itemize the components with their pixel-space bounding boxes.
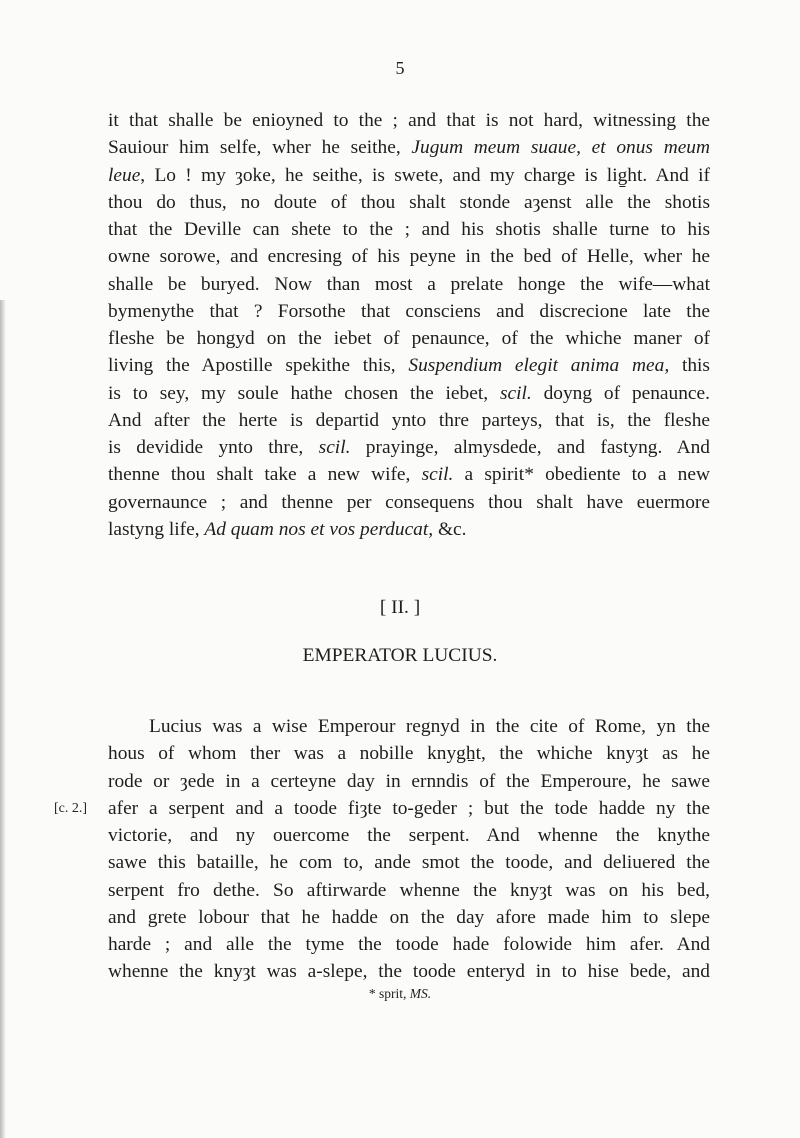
text-line: and grete lobour that he hadde on the day afore made him to slepe (108, 907, 710, 928)
section-number: [ II. ] (379, 597, 421, 618)
text-line: Lucius was a wise Emperour regnyd in the cite of Rome, yn the (149, 716, 710, 737)
text-line: whenne the knyȝt was a-slepe, the toode enteryd in to hise bede, and (108, 961, 710, 982)
text-line: harde ; and alle the tyme the toode hade folowide him afer. And (108, 934, 710, 955)
text-line: sawe this bataille, he com to, ande smot the toode, and deliuered the (108, 852, 710, 873)
text-line: victorie, and ny ouercome the serpent. And whenne the knythe (108, 825, 710, 846)
text-line: fleshe be hongyd on the iebet of penaunce, of the whiche maner of (108, 328, 710, 349)
text-line: shalle be buryed. Now than most a prelate honge the wife—what (108, 274, 710, 295)
text-line: Sauiour him selfe, wher he seithe, Jugum meum suaue, et onus meum (108, 137, 711, 158)
page-number: 5 (395, 58, 405, 78)
text-line: owne sorowe, and encresing of his peyne in the bed of Helle, wher he (108, 246, 710, 267)
text-line: rode or ȝede in a certeyne day in ernndis of the Emperoure, he sawe (108, 771, 710, 792)
text-line: afer a serpent and a toode fiȝte to-geder ; but the tode hadde ny the (108, 798, 710, 819)
footnote: * sprit, MS. (368, 986, 432, 1001)
text-line: hous of whom ther was a nobille knygẖt, the whiche knyȝt as he (108, 743, 710, 764)
text-line: lastyng life, Ad quam nos et vos perducat, &c. (108, 519, 467, 540)
text-line: it that shalle be enioyned to the ; and that is not hard, witnessing the (108, 110, 710, 131)
text-line: thenne thou shalt take a new wife, scil. a spirit* obediente to a new (108, 464, 710, 485)
margin-note: [c. 2.] (54, 801, 88, 816)
text-line: that the Deville can shete to the ; and his shotis shalle turne to his (108, 219, 710, 240)
text-line: living the Apostille spekithe this, Suspendium elegit anima mea, this (108, 355, 710, 376)
text-line: bymenythe that ? Forsothe that consciens and discrecione late the (108, 301, 710, 322)
text-line: serpent fro dethe. So aftirwarde whenne the knyȝt was on his bed, (108, 880, 710, 901)
text-line: is to sey, my soule hathe chosen the iebet, scil. doyng of penaunce. (108, 383, 710, 404)
section-title: EMPERATOR LUCIUS. (302, 645, 498, 666)
text-line: is devidide ynto thre, scil. prayinge, almysdede, and fastyng. And (108, 437, 710, 458)
text-line: And after the herte is departid ynto thre parteys, that is, the fleshe (108, 410, 710, 431)
page-edge-shadow (0, 300, 6, 1138)
text-line: thou do thus, no doute of thou shalt stonde aȝenst alle the shotis (108, 192, 710, 213)
text-line: leue, Lo ! my ȝoke, he seithe, is swete, and my charge is lig̱ht. And if (108, 165, 710, 186)
text-line: governaunce ; and thenne per consequens thou shalt have euermore (108, 492, 710, 513)
